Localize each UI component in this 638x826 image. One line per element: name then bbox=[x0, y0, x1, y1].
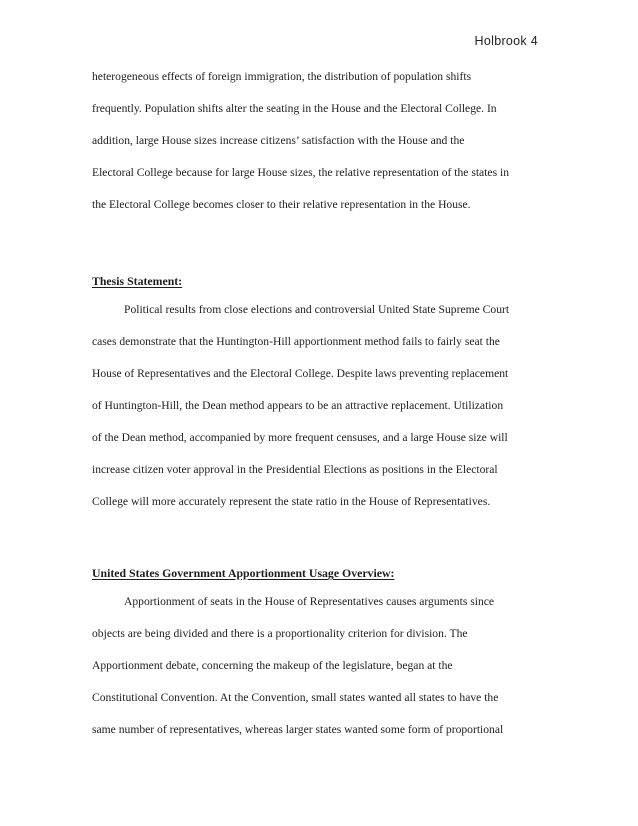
paragraph-line: cases demonstrate that the Huntington-Hill apportionment method fails to fairly seat the bbox=[92, 335, 500, 348]
paragraph-line: College will more accurately represent the state ratio in the House of Representatives. bbox=[92, 495, 491, 508]
overview-heading: United States Government Apportionment Usage Overview: bbox=[92, 566, 395, 580]
paragraph-line: House of Representatives and the Electoral College. Despite laws preventing replacement bbox=[92, 367, 509, 380]
paragraph-line: Apportionment of seats in the House of Representatives causes arguments since bbox=[124, 595, 495, 608]
paragraph-line: frequently. Population shifts alter the seating in the House and the Electoral College. In bbox=[92, 102, 497, 115]
running-header: Holbrook 4 bbox=[474, 34, 538, 48]
paragraph-line: same number of representatives, whereas larger states wanted some form of proportional bbox=[92, 723, 504, 736]
paragraph-line: Constitutional Convention. At the Convention, small states wanted all states to have the bbox=[92, 691, 499, 704]
paragraph-line: objects are being divided and there is a proportionality criterion for division. The bbox=[92, 627, 468, 640]
paragraph-line: of the Dean method, accompanied by more frequent censuses, and a large House size will bbox=[92, 431, 508, 444]
paragraph-line: the Electoral College becomes closer to their relative representation in the House. bbox=[92, 198, 471, 211]
paragraph-line: increase citizen voter approval in the Presidential Elections as positions in the Electoral bbox=[92, 463, 498, 476]
paragraph-line: Apportionment debate, concerning the makeup of the legislature, began at the bbox=[92, 659, 453, 672]
paragraph-line: Political results from close elections and controversial United State Supreme Court bbox=[124, 303, 510, 316]
paragraph-line: of Huntington-Hill, the Dean method appears to be an attractive replacement. Utilization bbox=[92, 399, 504, 412]
paragraph-line: heterogeneous effects of foreign immigration, the distribution of population shifts bbox=[92, 70, 472, 83]
paragraph-line: Electoral College because for large House sizes, the relative representation of the states in bbox=[92, 166, 509, 179]
thesis-heading: Thesis Statement: bbox=[92, 274, 183, 288]
paragraph-line: addition, large House sizes increase citizens’ satisfaction with the House and the bbox=[92, 134, 465, 147]
